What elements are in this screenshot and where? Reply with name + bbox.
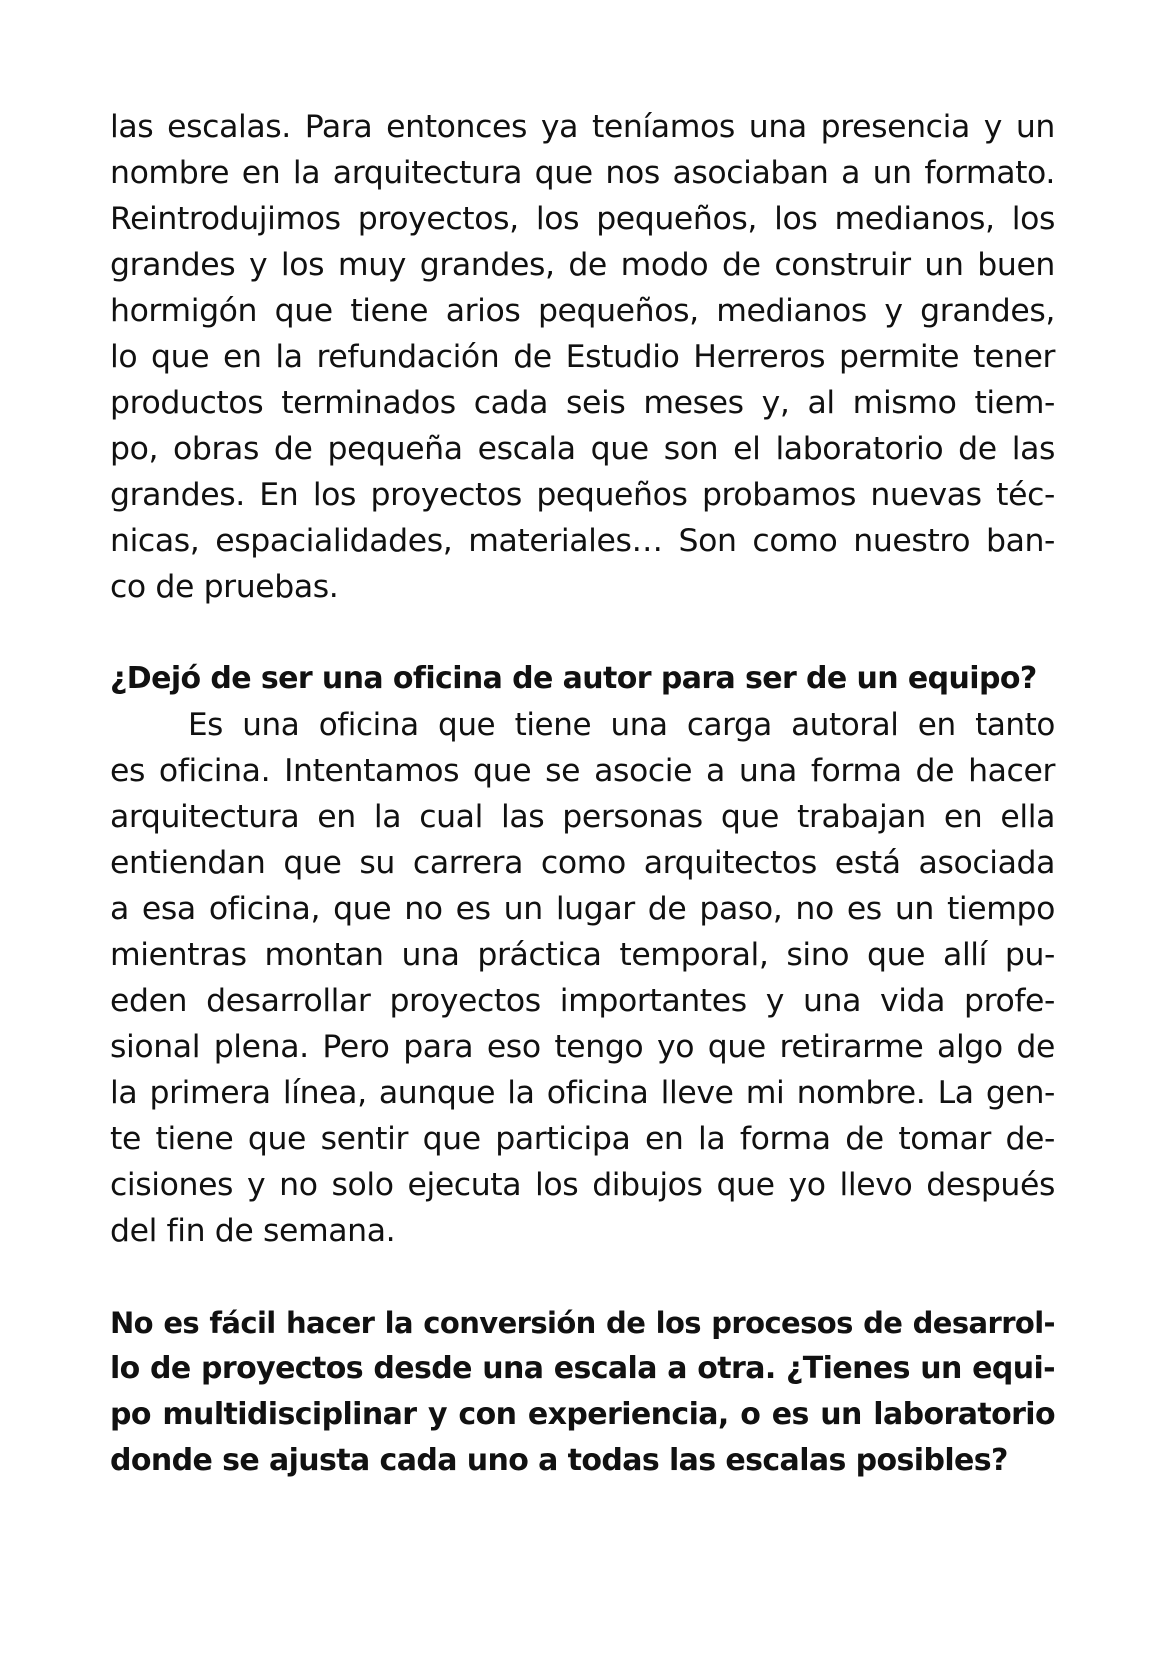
paragraph-line: eden desarrollar proyectos importantes y una vida profe- (110, 983, 1055, 1019)
paragraph-line: grandes. En los proyectos pequeños probamos nuevas téc- (110, 477, 1055, 513)
question-line: po multidisciplinar y con experiencia, o es un laboratorio (110, 1397, 1055, 1432)
paragraph-line: po, obras de pequeña escala que son el laboratorio de las (110, 431, 1055, 467)
paragraph-line: entiendan que su carrera como arquitectos está asociada (110, 845, 1055, 881)
paragraph-line: productos terminados cada seis meses y, al mismo tiem- (110, 385, 1055, 421)
paragraph-line: es oficina. Intentamos que se asocie a una forma de hacer (110, 753, 1055, 789)
paragraph-line: co de pruebas. (110, 569, 339, 605)
paragraph-line: las escalas. Para entonces ya teníamos una presencia y un (110, 109, 1055, 145)
paragraph-line: Reintrodujimos proyectos, los pequeños, los medianos, los (110, 201, 1055, 237)
paragraph-1 (110, 104, 1055, 610)
paragraph-line: a esa oficina, que no es un lugar de paso, no es un tiempo (110, 891, 1055, 927)
paragraph-line: hormigón que tiene arios pequeños, medianos y grandes, (110, 293, 1055, 329)
paragraph-line: mientras montan una práctica temporal, sino que allí pu- (110, 937, 1055, 973)
paragraph-spacer (110, 1254, 1055, 1300)
paragraph-line: lo que en la refundación de Estudio Herreros permite tener (110, 339, 1055, 375)
paragraph-line: nicas, espacialidades, materiales… Son como nuestro ban- (110, 523, 1055, 559)
paragraph-line: grandes y los muy grandes, de modo de construir un buen (110, 247, 1055, 283)
paragraph-line: cisiones y no solo ejecuta los dibujos que yo llevo después (110, 1167, 1055, 1203)
paragraph-line: Es una oficina que tiene una carga autoral en tanto (188, 707, 1055, 743)
question-line: No es fácil hacer la conversión de los procesos de desarrol- (110, 1306, 1055, 1340)
paragraph-2 (110, 702, 1055, 1254)
paragraph-line: la primera línea, aunque la oficina lleve mi nombre. La gen- (110, 1075, 1055, 1111)
question-line: ¿Dejó de ser una oficina de autor para ser de un equipo? (110, 661, 1037, 696)
question-line: lo de proyectos desde una escala a otra. ¿Tienes un equi- (110, 1351, 1055, 1386)
paragraph-line: te tiene que sentir que participa en la forma de tomar de- (110, 1121, 1055, 1157)
paragraph-spacer (110, 610, 1055, 656)
question-line: donde se ajusta cada uno a todas las escalas posibles? (110, 1443, 1008, 1478)
paragraph-line: arquitectura en la cual las personas que trabajan en ella (110, 799, 1055, 835)
paragraph-line: sional plena. Pero para eso tengo yo que retirarme algo de (110, 1029, 1055, 1065)
paragraph-line: del fin de semana. (110, 1213, 396, 1249)
question-heading-2 (110, 1300, 1055, 1484)
paragraph-line: nombre en la arquitectura que nos asociaban a un formato. (110, 155, 1055, 191)
question-heading-1 (110, 656, 1055, 702)
